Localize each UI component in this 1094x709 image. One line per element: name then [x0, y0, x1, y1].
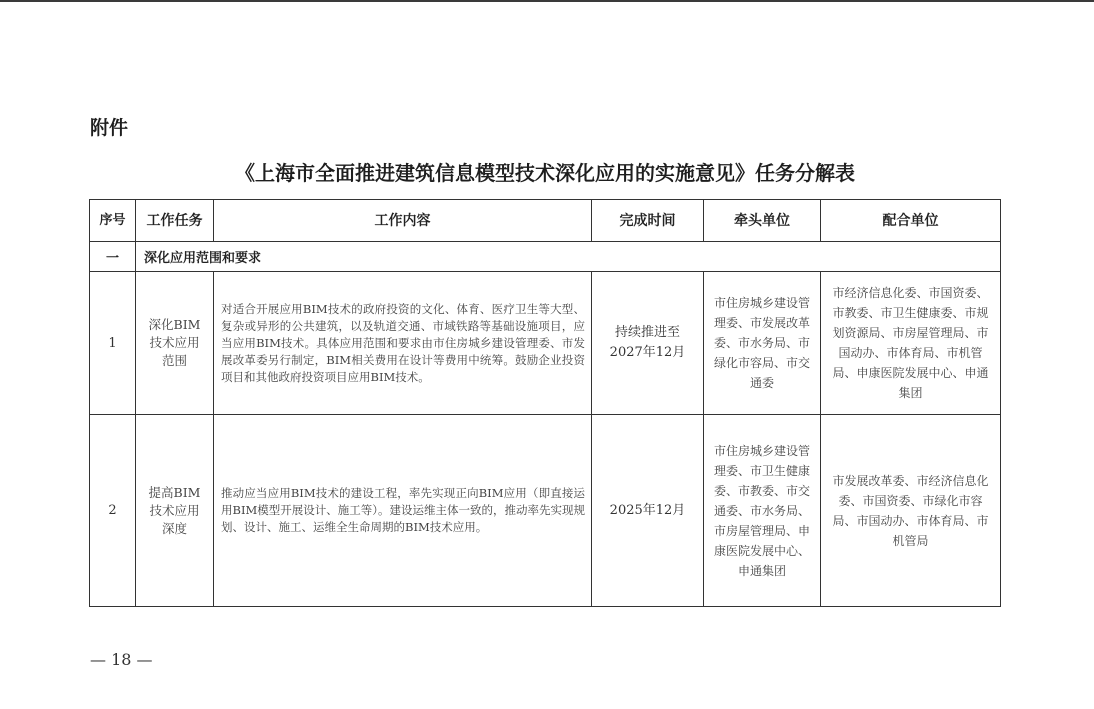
attachment-label: 附件	[90, 117, 129, 139]
section-number: 一	[90, 242, 136, 272]
header-lead: 牵头单位	[704, 200, 821, 242]
header-no: 序号	[90, 200, 136, 242]
top-rule	[0, 0, 1094, 2]
section-title: 深化应用范围和要求	[136, 242, 1001, 272]
row-task	[136, 415, 214, 607]
header-coop: 配合单位	[821, 200, 1001, 242]
row-task	[136, 272, 214, 415]
section-row	[90, 242, 1001, 272]
row-time: 2025年12月	[592, 415, 704, 607]
task-table	[89, 199, 1001, 607]
table-row	[90, 415, 1001, 607]
row-lead: 市住房城乡建设管理委、市卫生健康委、市教委、市交通委、市水务局、市房屋管理局、申康医院发展中心、申通集团	[704, 415, 821, 607]
row-task-text: 深化BIM技术应用范围	[148, 317, 201, 368]
row-lead: 市住房城乡建设管理委、市发展改革委、市水务局、市绿化市容局、市交通委	[704, 272, 821, 415]
row-time-text: 持续推进至2027年12月	[609, 325, 686, 360]
row-time	[592, 272, 704, 415]
document-title: 《上海市全面推进建筑信息模型技术深化应用的实施意见》任务分解表	[235, 161, 855, 185]
row-content: 推动应当应用BIM技术的建设工程，率先实现正向BIM应用（即直接运用BIM模型开展设计、施工等）。建设运维主体一致的，推动率先实现规划、设计、施工、运维全生命周期的BIM技术应用。	[214, 415, 592, 607]
table-header-row	[90, 200, 1001, 242]
header-task: 工作任务	[136, 200, 214, 242]
row-number: 1	[90, 272, 136, 415]
header-content: 工作内容	[214, 200, 592, 242]
row-number: 2	[90, 415, 136, 607]
header-time: 完成时间	[592, 200, 704, 242]
table-row	[90, 272, 1001, 415]
row-task-text: 提高BIM技术应用深度	[148, 484, 201, 536]
page-number: — 18 —	[90, 650, 153, 669]
row-coop: 市发展改革委、市经济信息化委、市国资委、市绿化市容局、市国动办、市体育局、市机管局	[821, 415, 1001, 607]
row-content: 对适合开展应用BIM技术的政府投资的文化、体育、医疗卫生等大型、复杂或异形的公共建筑，以及轨道交通、市域铁路等基础设施项目，应当应用BIM技术。具体应用范围和要求由市住房城乡建设管理委、市发展改革委另行制定，BIM相关费用在设计等费用中统筹。鼓励企业投资项目和其他政府投资项目应用BIM技术。	[214, 272, 592, 415]
row-coop: 市经济信息化委、市国资委、市教委、市卫生健康委、市规划资源局、市房屋管理局、市国动办、市体育局、市机管局、申康医院发展中心、申通集团	[821, 272, 1001, 415]
